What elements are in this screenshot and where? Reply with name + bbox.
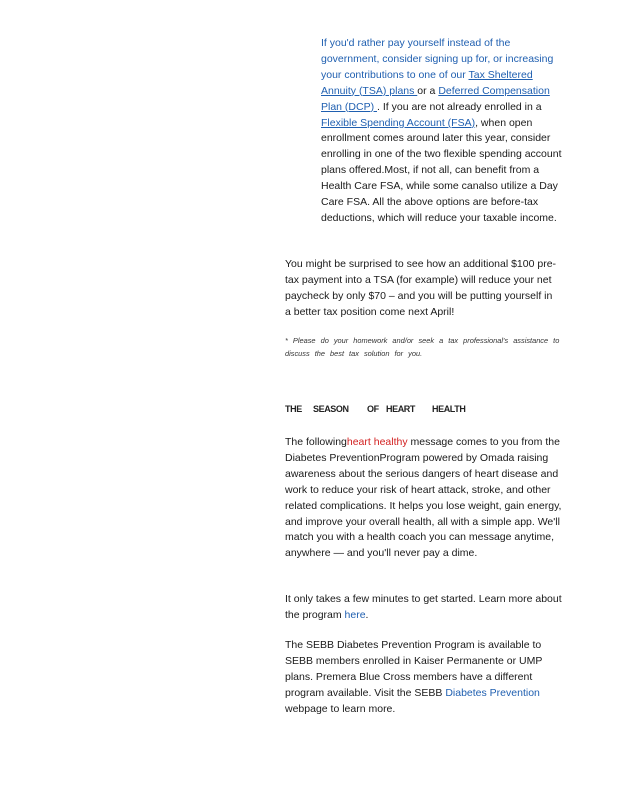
para3-text-2: message comes to you from the Diabetes PreventionProgram powered by Omada raising awareness about the serious dangers of heart disease and work to reduce your risk of heart attack, stroke, and other related complications. It helps you lose weight, gain energy, and improve your overall health, all with a simple app. We'll match you with a health coach you can message anytime, anywhere — and you'll never pay a dime. xyxy=(285,436,562,560)
fsa-link[interactable]: Flexible Spending Account (FSA) xyxy=(321,116,476,129)
heart-healthy-highlight: heart healthy xyxy=(346,436,408,448)
para5-text-1: The SEBB Diabetes Prevention Program is available to SEBB members enrolled in Kaiser Permanente or UMP plans. Premera Blue Cross members have a different program available. Visit the SEBB xyxy=(285,639,543,699)
dcp-link[interactable]: Deferred Compensation Plan (DCP) xyxy=(321,84,550,113)
section-heading xyxy=(285,402,545,418)
diabetes-prevention-link[interactable]: Diabetes Prevention xyxy=(445,686,540,699)
tax-disclaimer-note: * Please do your homework and/or seek a tax professional's assistance to discuss the best tax solution for you. xyxy=(285,336,560,358)
tsa-savings-paragraph: You might be surprised to see how an additional $100 pre-tax payment into a TSA (for example) will reduce your net paycheck by only $70 – and you will be putting yourself in a better tax position come next April! xyxy=(285,258,557,318)
heading-word-season: SEASON xyxy=(313,404,349,414)
heart-health-paragraph xyxy=(285,435,575,562)
intro-text-4: , when open enrollment comes around later this year, consider enrolling in one of the two flexible spending account plans offered.Most, if not all, can benefit from a Health Care FSA, while some canalso utilize a Day Care FSA. All the above options are before-tax deductions, which will reduce your taxable income. xyxy=(321,116,562,224)
para4-text-2: . xyxy=(365,608,369,621)
intro-text-1: If you'd rather pay yourself instead of the government, consider signing up for, or increasing your contributions to one of our xyxy=(321,37,554,81)
learn-more-paragraph xyxy=(285,592,565,624)
intro-text-3: . If you are not already enrolled in a xyxy=(377,100,542,113)
para3-text-1: The following xyxy=(285,436,347,448)
heading-word-heart: HEART xyxy=(386,404,415,414)
heading-word-health: HEALTH xyxy=(432,404,466,414)
para4-text-1: It only takes a few minutes to get started. Learn more about the program xyxy=(285,593,562,621)
program-here-link[interactable]: here xyxy=(344,608,366,621)
tsa-plans-link[interactable]: Tax Sheltered Annuity (TSA) plans xyxy=(321,68,533,97)
intro-text-2: or a xyxy=(417,84,439,97)
intro-paragraph xyxy=(321,36,569,227)
para5-text-2: webpage to learn more. xyxy=(285,702,396,715)
heading-word-of: OF xyxy=(367,404,379,414)
sebb-program-paragraph xyxy=(285,638,570,718)
heading-word-the: THE xyxy=(285,404,302,414)
